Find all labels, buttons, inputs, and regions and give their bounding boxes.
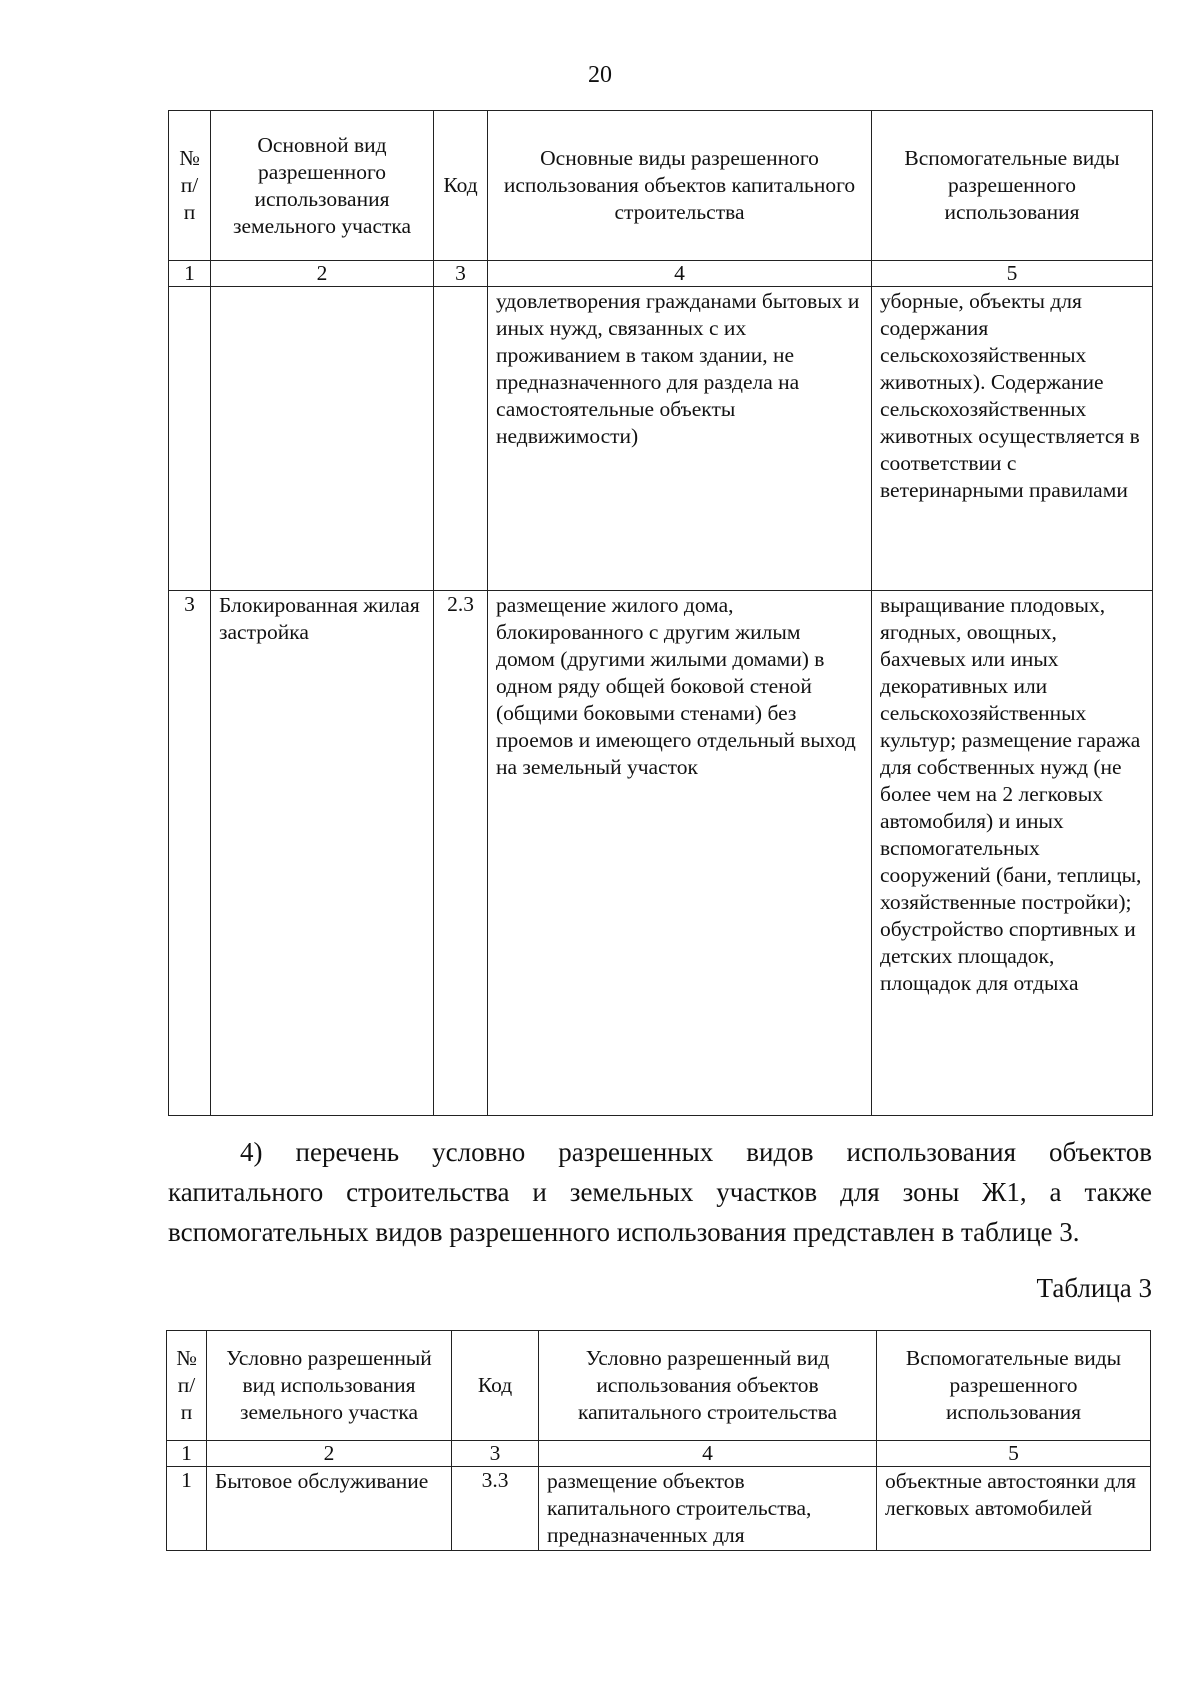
conditional-uses-table-3 <box>166 1330 1151 1551</box>
row-num <box>169 287 211 591</box>
row-num: 3 <box>169 591 211 1116</box>
row-code: 3.3 <box>452 1467 539 1551</box>
table-row <box>169 287 1153 591</box>
column-number: 3 <box>452 1441 539 1467</box>
header-num: № п/п <box>169 111 211 261</box>
table-header-row <box>167 1331 1151 1441</box>
row-auxiliary: объектные автостоянки для легковых автомобилей <box>877 1467 1151 1551</box>
header-land-use: Основной вид разрешенного использования земельного участка <box>211 111 434 261</box>
table-header-row <box>169 111 1153 261</box>
table-caption: Таблица 3 <box>1036 1273 1152 1303</box>
column-numbers-row <box>167 1441 1151 1467</box>
column-number: 3 <box>434 261 488 287</box>
row-land-use: Блокированная жилая застройка <box>211 591 434 1116</box>
column-number: 1 <box>167 1441 207 1467</box>
page-number: 20 <box>588 62 612 88</box>
column-number: 5 <box>872 261 1153 287</box>
column-number: 4 <box>488 261 872 287</box>
row-capital-use: размещение объектов капитального строительства, предназначенных для <box>539 1467 877 1551</box>
row-capital-use: удовлетворения гражданами бытовых и иных нужд, связанных с их проживанием в таком здании, не предназначенного для раздела на самостоятельные объекты недвижимости) <box>488 287 872 591</box>
column-numbers-row <box>169 261 1153 287</box>
row-auxiliary: выращивание плодовых, ягодных, овощных, бахчевых или иных декоративных или сельскохозяйственных культур; размещение гаража для собственных нужд (не более чем на 2 легковых автомобиля) и иных вспомогательных сооружений (бани, теплицы, хозяйственные постройки); обустройство спортивных и детских площадок, площадок для отдыха <box>872 591 1153 1116</box>
column-number: 4 <box>539 1441 877 1467</box>
header-capital-use: Основные виды разрешенного использования объектов капитального строительства <box>488 111 872 261</box>
column-number: 1 <box>169 261 211 287</box>
row-capital-use: размещение жилого дома, блокированного с другим жилым домом (другими жилыми домами) в одном ряду общей боковой стеной (общими боковыми стенами) без проемов и имеющего отдельный выход на земельный участок <box>488 591 872 1116</box>
row-auxiliary: уборные, объекты для содержания сельскохозяйственных животных). Содержание сельскохозяйственных животных осуществляется в соответствии с ветеринарными правилами <box>872 287 1153 591</box>
paragraph-conditional-uses <box>168 1132 1152 1252</box>
paragraph-text: 4) перечень условно разрешенных видов использования объектов капитального строительства и земельных участков для зоны Ж1, а также вспомогательных видов разрешенного использования представлен в таблице 3. <box>168 1137 1152 1247</box>
row-land-use <box>211 287 434 591</box>
table-row <box>167 1467 1151 1551</box>
header-num: № п/п <box>167 1331 207 1441</box>
column-number: 2 <box>211 261 434 287</box>
row-num: 1 <box>167 1467 207 1551</box>
column-number: 5 <box>877 1441 1151 1467</box>
row-code: 2.3 <box>434 591 488 1116</box>
table-row <box>169 591 1153 1116</box>
header-capital-use: Условно разрешенный вид использования объектов капитального строительства <box>539 1331 877 1441</box>
row-code <box>434 287 488 591</box>
zoning-table-2-continued <box>168 110 1153 1116</box>
header-code: Код <box>452 1331 539 1441</box>
header-auxiliary: Вспомогательные виды разрешенного использования <box>872 111 1153 261</box>
column-number: 2 <box>207 1441 452 1467</box>
row-land-use: Бытовое обслуживание <box>207 1467 452 1551</box>
header-land-use: Условно разрешенный вид использования земельного участка <box>207 1331 452 1441</box>
header-code: Код <box>434 111 488 261</box>
header-auxiliary: Вспомогательные виды разрешенного использования <box>877 1331 1151 1441</box>
